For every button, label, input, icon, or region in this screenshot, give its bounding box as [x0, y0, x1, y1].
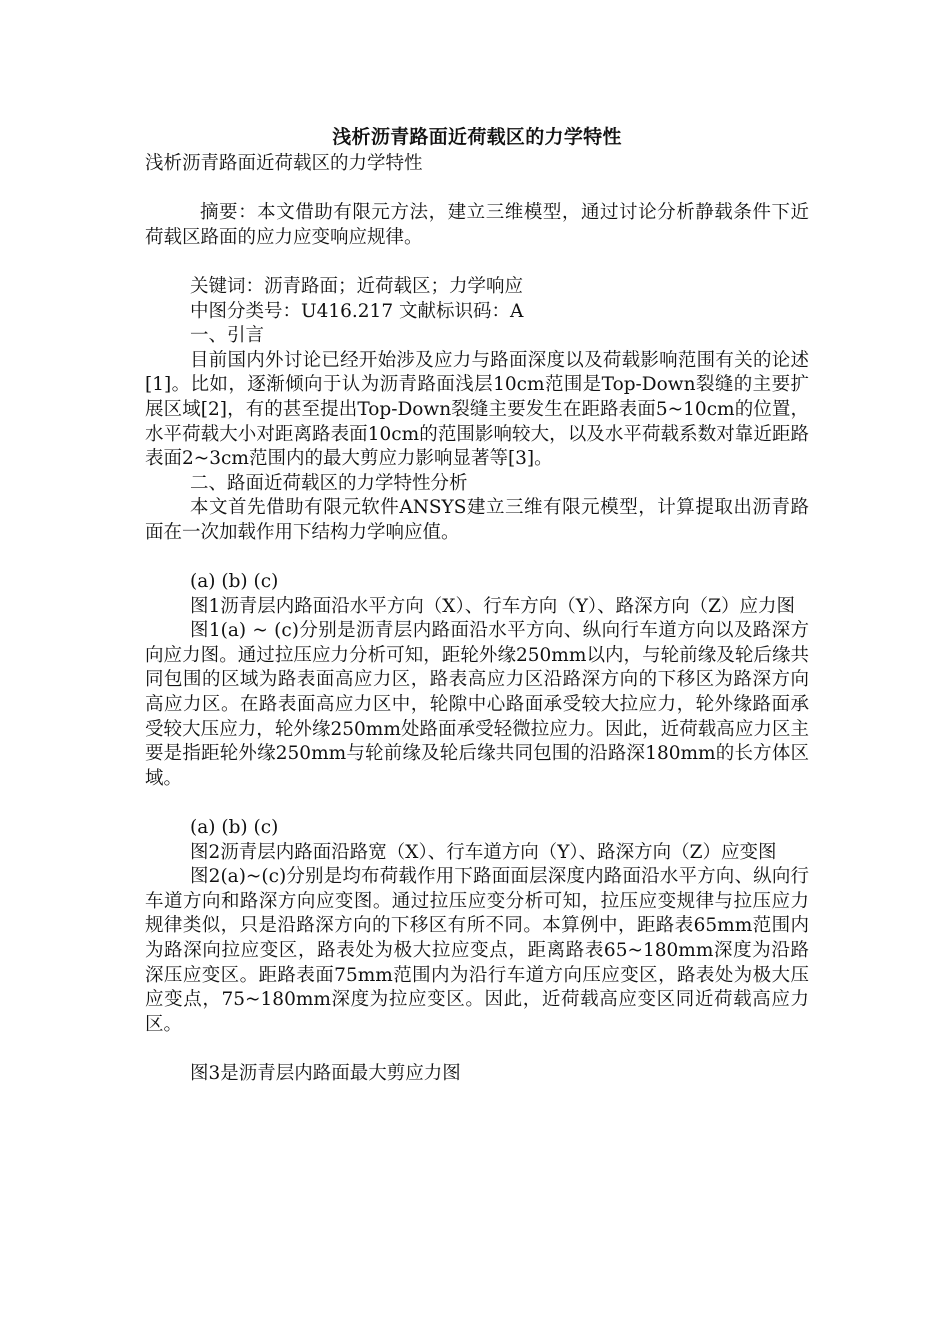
figure3-caption: 图3是沥青层内路面最大剪应力图 [190, 1062, 461, 1084]
figure2-caption: 图2沥青层内路面沿路宽（X）、行车道方向（Y）、路深方向（Z）应变图 [190, 841, 777, 863]
classification-line: 中图分类号：U416.217 文献标识码：A [190, 300, 524, 322]
spacer [145, 791, 809, 816]
keywords-line: 关键词：沥青路面；近荷载区；力学响应 [190, 275, 524, 297]
introduction-paragraph: 目前国内外讨论已经开始涉及应力与路面深度以及荷载影响范围有关的论述[1]。比如，逐渐倾向于认为沥青路面浅层10cm范围是Top-Down裂缝的主要扩展区域[2]，有的甚至提出Top-Down裂缝主要发生在距路表面5~10cm的位置，水平荷载大小对距离路表面10cm的范围影响较大，以及水平荷载系数对靠近距路表面2~3cm范围内的最大剪应力影响显著等[3]。 [145, 349, 809, 470]
spacer [145, 1037, 809, 1062]
document-page [145, 122, 809, 1087]
document-title: 浅析沥青路面近荷载区的力学特性 [332, 126, 622, 148]
section-heading-analysis: 二、路面近荷载区的力学特性分析 [190, 472, 468, 494]
figure1-subpart-labels: (a) (b) (c) [190, 571, 279, 593]
figure2-subpart-labels: (a) (b) (c) [190, 817, 279, 839]
figure2-paragraph: 图2(a)~(c)分别是均布荷载作用下路面面层深度内路面沿水平方向、纵向行车道方向和路深方向应变图。通过拉压应变分析可知，拉压应变规律与拉压应力规律类似，只是沿路深方向的下移区有所不同。本算例中，距路表65mm范围内为路深向拉应变区，路表处为极大拉应变点，距离路表65~180mm深度为沿路深压应变区。距路表面75mm范围内为沿行车道方向压应变区，路表处为极大压应变点，75~180mm深度为拉应变区。因此，近荷载高应变区同近荷载高应力区。 [145, 866, 809, 1035]
abstract-paragraph: 摘要：本文借助有限元方法，建立三维模型，通过讨论分析静载条件下近荷载区路面的应力应变响应规律。 [145, 202, 809, 248]
spacer [145, 546, 809, 571]
spacer [145, 177, 809, 202]
spacer [145, 250, 809, 275]
analysis-paragraph: 本文首先借助有限元软件ANSYS建立三维有限元模型，计算提取出沥青路面在一次加载作用下结构力学响应值。 [145, 497, 809, 543]
figure1-paragraph: 图1(a) ~ (c)分别是沥青层内路面沿水平方向、纵向行车道方向以及路深方向应力图。通过拉压应力分析可知，距轮外缘250mm以内，与轮前缘及轮后缘共同包围的区域为路表面高应力区，路表高应力区沿路深方向的下移区为路深方向高应力区。在路表面高应力区中，轮隙中心路面承受较大拉应力，轮外缘路面承受较大压应力，轮外缘250mm处路面承受轻微拉应力。因此，近荷载高应力区主要是指距轮外缘250mm与轮前缘及轮后缘共同包围的沿路深180mm的长方体区域。 [145, 620, 809, 789]
document-subtitle: 浅析沥青路面近荷载区的力学特性 [145, 153, 423, 174]
figure1-caption: 图1沥青层内路面沿水平方向（X）、行车方向（Y）、路深方向（Z）应力图 [190, 595, 796, 617]
section-heading-introduction: 一、引言 [190, 325, 265, 347]
